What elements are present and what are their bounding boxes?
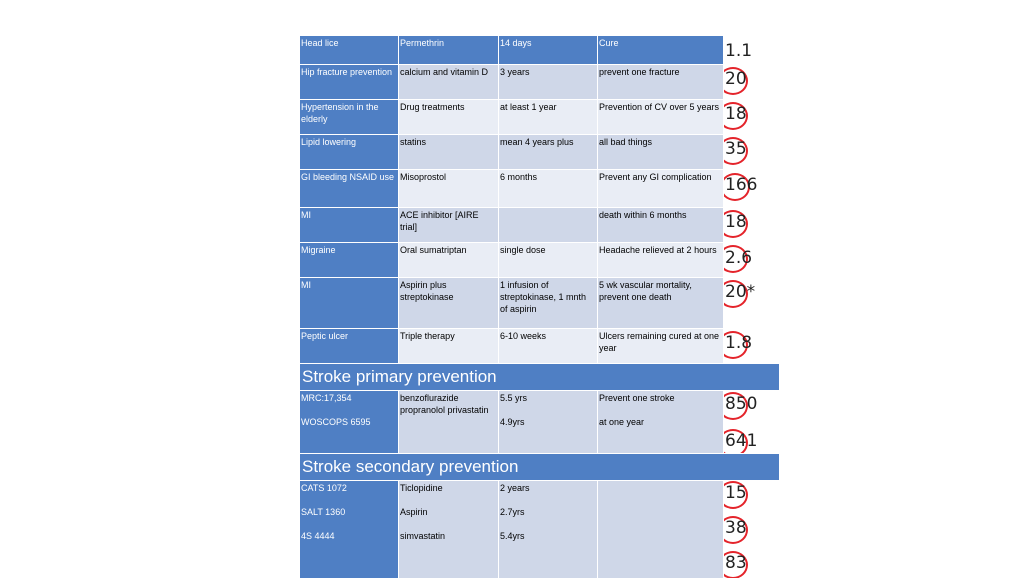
trial-name: 4S 4444 bbox=[301, 531, 335, 541]
table-row bbox=[300, 243, 780, 278]
cell-outcome: Prevent any GI complication bbox=[598, 170, 724, 208]
table-row bbox=[300, 329, 780, 364]
duration-value: 4.9yrs bbox=[500, 417, 525, 427]
cell-nnt bbox=[724, 208, 780, 243]
cell-outcome: 5 wk vascular mortality, prevent one death bbox=[598, 278, 724, 329]
table-row bbox=[300, 135, 780, 170]
cell-outcome: prevent one fracture bbox=[598, 65, 724, 100]
duration-value: 2 years bbox=[500, 483, 530, 493]
cell-nnt bbox=[724, 65, 780, 100]
treatment-name: propranolol privastatin bbox=[400, 405, 489, 415]
cell-duration bbox=[499, 481, 598, 579]
cell-trials bbox=[300, 481, 399, 579]
table-row bbox=[300, 36, 780, 65]
cell-treatment: Oral sumatriptan bbox=[399, 243, 499, 278]
cell-treatment: statins bbox=[399, 135, 499, 170]
cell-outcome: Prevention of CV over 5 years bbox=[598, 100, 724, 135]
cell-treatment: Drug treatments bbox=[399, 100, 499, 135]
cell-outcome: Headache relieved at 2 hours bbox=[598, 243, 724, 278]
cell-treatment: Triple therapy bbox=[399, 329, 499, 364]
treatment-name: benzoflurazide bbox=[400, 393, 459, 403]
cell-trials bbox=[300, 391, 399, 454]
table-row bbox=[300, 481, 780, 579]
cell-condition: Migraine bbox=[300, 243, 399, 278]
cell-condition: MI bbox=[300, 278, 399, 329]
cell-duration: 6-10 weeks bbox=[499, 329, 598, 364]
cell-duration bbox=[499, 391, 598, 454]
table-row bbox=[300, 100, 780, 135]
cell-condition: Peptic ulcer bbox=[300, 329, 399, 364]
section-title-secondary: Stroke secondary prevention bbox=[300, 454, 780, 481]
cell-duration: single dose bbox=[499, 243, 598, 278]
cell-duration: 14 days bbox=[499, 36, 598, 65]
nnt-value: 850 bbox=[725, 394, 758, 414]
nnt-table bbox=[299, 35, 780, 579]
cell-condition: MI bbox=[300, 208, 399, 243]
nnt-value: 2.6 bbox=[725, 248, 753, 268]
nnt-value: 83 bbox=[725, 553, 747, 573]
duration-value: 2.7yrs bbox=[500, 507, 525, 517]
cell-nnt bbox=[724, 243, 780, 278]
table-row bbox=[300, 391, 780, 454]
cell-duration: 3 years bbox=[499, 65, 598, 100]
trial-name: CATS 1072 bbox=[301, 483, 347, 493]
table-row bbox=[300, 278, 780, 329]
trial-name: MRC:17,354 bbox=[301, 393, 352, 403]
cell-condition: Head lice bbox=[300, 36, 399, 65]
duration-value: 5.5 yrs bbox=[500, 393, 528, 403]
cell-nnt bbox=[724, 391, 780, 454]
nnt-value: 15 bbox=[725, 483, 747, 503]
cell-duration: 6 months bbox=[499, 170, 598, 208]
treatment-name: Aspirin bbox=[400, 507, 428, 517]
cell-nnt bbox=[724, 481, 780, 579]
cell-nnt bbox=[724, 135, 780, 170]
trial-name: SALT 1360 bbox=[301, 507, 346, 517]
outcome-text: at one year bbox=[599, 417, 645, 427]
section-row bbox=[300, 454, 780, 481]
outcome-text: Prevent one stroke bbox=[599, 393, 675, 403]
nnt-value: 18 bbox=[725, 104, 747, 124]
cell-outcome bbox=[598, 391, 724, 454]
cell-nnt bbox=[724, 100, 780, 135]
cell-nnt bbox=[724, 329, 780, 364]
cell-condition: GI bleeding NSAID use bbox=[300, 170, 399, 208]
cell-duration: mean 4 years plus bbox=[499, 135, 598, 170]
cell-treatment: Permethrin bbox=[399, 36, 499, 65]
cell-treatment: calcium and vitamin D bbox=[399, 65, 499, 100]
cell-outcome: Ulcers remaining cured at one year bbox=[598, 329, 724, 364]
treatment-name: simvastatin bbox=[400, 531, 446, 541]
cell-outcome: death within 6 months bbox=[598, 208, 724, 243]
cell-treatment bbox=[399, 481, 499, 579]
cell-treatment: ACE inhibitor [AIRE trial] bbox=[399, 208, 499, 243]
nnt-value: 166 bbox=[725, 175, 758, 195]
section-title-primary: Stroke primary prevention bbox=[300, 364, 780, 391]
cell-nnt bbox=[724, 170, 780, 208]
nnt-value: 18 bbox=[725, 212, 747, 232]
cell-duration bbox=[499, 208, 598, 243]
table-row bbox=[300, 170, 780, 208]
nnt-value: 20* bbox=[725, 282, 756, 302]
cell-duration: at least 1 year bbox=[499, 100, 598, 135]
nnt-value: 20 bbox=[725, 69, 747, 89]
nnt-value: 38 bbox=[725, 518, 747, 538]
duration-value: 5.4yrs bbox=[500, 531, 525, 541]
cell-treatment: Misoprostol bbox=[399, 170, 499, 208]
cell-treatment bbox=[399, 391, 499, 454]
trial-name: WOSCOPS 6595 bbox=[301, 417, 371, 427]
cell-nnt bbox=[724, 36, 780, 65]
nnt-value: 1.8 bbox=[725, 333, 753, 353]
cell-treatment: Aspirin plus streptokinase bbox=[399, 278, 499, 329]
nnt-value: 641 bbox=[725, 431, 758, 451]
section-row bbox=[300, 364, 780, 391]
cell-condition: Hip fracture prevention bbox=[300, 65, 399, 100]
treatment-name: Ticlopidine bbox=[400, 483, 443, 493]
cell-condition: Hypertension in the elderly bbox=[300, 100, 399, 135]
cell-outcome: Cure bbox=[598, 36, 724, 65]
nnt-value: 35 bbox=[725, 139, 747, 159]
table-row bbox=[300, 65, 780, 100]
nnt-value: 1.1 bbox=[725, 41, 753, 61]
cell-nnt bbox=[724, 278, 780, 329]
cell-outcome bbox=[598, 481, 724, 579]
table-row bbox=[300, 208, 780, 243]
cell-condition: Lipid lowering bbox=[300, 135, 399, 170]
cell-outcome: all bad things bbox=[598, 135, 724, 170]
cell-duration: 1 infusion of streptokinase, 1 mnth of aspirin bbox=[499, 278, 598, 329]
